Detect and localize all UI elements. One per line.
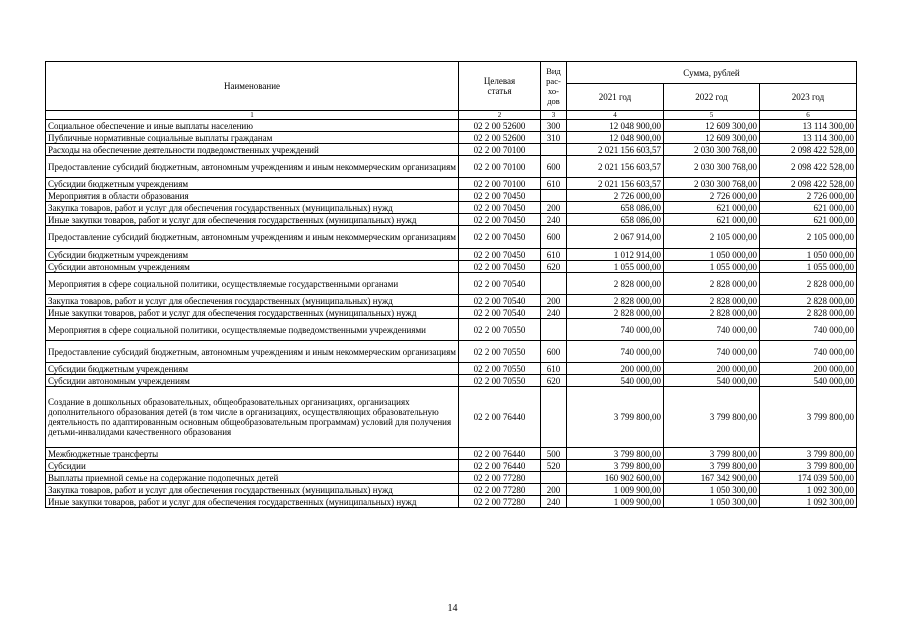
- row-sum-2022: 12 609 300,00: [664, 132, 760, 144]
- row-sum-2023: 2 828 000,00: [760, 307, 857, 319]
- row-name: Субсидии бюджетным учреждениям: [46, 363, 459, 375]
- header-expense-type: Вид рас- хо- дов: [541, 62, 567, 111]
- row-sum-2022: 2 828 000,00: [664, 307, 760, 319]
- column-index: 5: [664, 111, 760, 120]
- table-row: [46, 226, 857, 249]
- row-expense-type: [541, 190, 567, 202]
- row-sum-2022: 3 799 800,00: [664, 387, 760, 448]
- row-name: Мероприятия в сфере социальной политики, осуществляемые подведомственными учреждениями: [46, 319, 459, 341]
- row-sum-2022: 200 000,00: [664, 363, 760, 375]
- row-sum-2023: 740 000,00: [760, 319, 857, 341]
- row-expense-type: 310: [541, 132, 567, 144]
- row-target-code: 02 2 00 70540: [459, 273, 541, 295]
- row-target-code: 02 2 00 70540: [459, 295, 541, 307]
- row-target-code: 02 2 00 70100: [459, 144, 541, 156]
- row-sum-2021: 2 021 156 603,57: [567, 178, 664, 190]
- row-sum-2022: 2 726 000,00: [664, 190, 760, 202]
- row-sum-2022: 3 799 800,00: [664, 448, 760, 460]
- row-target-code: 02 2 00 70450: [459, 226, 541, 249]
- row-sum-2021: 2 021 156 603,57: [567, 156, 664, 178]
- row-sum-2023: 1 055 000,00: [760, 261, 857, 273]
- row-target-code: 02 2 00 76440: [459, 448, 541, 460]
- table-row: [46, 249, 857, 261]
- row-sum-2023: 2 098 422 528,00: [760, 144, 857, 156]
- row-name: Выплаты приемной семье на содержание подопечных детей: [46, 472, 459, 484]
- table-row: [46, 496, 857, 508]
- header-name: Наименование: [46, 62, 459, 111]
- row-sum-2023: 1 050 000,00: [760, 249, 857, 261]
- row-name: Предоставление субсидий бюджетным, автономным учреждениям и иным некоммерческим организациям: [46, 226, 459, 249]
- row-name: Социальное обеспечение и иные выплаты населению: [46, 120, 459, 132]
- row-target-code: 02 2 00 70550: [459, 375, 541, 387]
- row-sum-2021: 540 000,00: [567, 375, 664, 387]
- row-sum-2021: 1 055 000,00: [567, 261, 664, 273]
- page-number: 14: [447, 603, 458, 614]
- row-expense-type: 620: [541, 261, 567, 273]
- row-expense-type: 300: [541, 120, 567, 132]
- row-sum-2023: 1 092 300,00: [760, 484, 857, 496]
- table-row: [46, 156, 857, 178]
- row-sum-2021: 200 000,00: [567, 363, 664, 375]
- header-target: Целевая статья: [459, 62, 541, 111]
- header-year-2023: 2023 год: [760, 84, 857, 111]
- row-expense-type: 500: [541, 448, 567, 460]
- row-sum-2023: 2 828 000,00: [760, 295, 857, 307]
- row-name: Закупка товаров, работ и услуг для обеспечения государственных (муниципальных) нужд: [46, 295, 459, 307]
- row-target-code: 02 2 00 70550: [459, 363, 541, 375]
- row-sum-2023: 13 114 300,00: [760, 132, 857, 144]
- header-year-2022: 2022 год: [664, 84, 760, 111]
- row-target-code: 02 2 00 70450: [459, 249, 541, 261]
- row-sum-2023: 2 098 422 528,00: [760, 156, 857, 178]
- row-target-code: 02 2 00 70540: [459, 307, 541, 319]
- row-name: Закупка товаров, работ и услуг для обеспечения государственных (муниципальных) нужд: [46, 484, 459, 496]
- row-sum-2022: 2 030 300 768,00: [664, 156, 760, 178]
- row-name: Мероприятия в области образования: [46, 190, 459, 202]
- row-sum-2022: 621 000,00: [664, 202, 760, 214]
- row-name: Создание в дошкольных образовательных, общеобразовательных организациях, организациях дополнительного образования детей (в том числе в организациях, осуществляющих образовательную деятельность по адаптированным основным общеобразовательным программам) условий для получения детьми-инвалидами качественного образования: [46, 387, 459, 448]
- table-row: [46, 375, 857, 387]
- row-expense-type: 600: [541, 156, 567, 178]
- table-row: [46, 448, 857, 460]
- row-name: Публичные нормативные социальные выплаты гражданам: [46, 132, 459, 144]
- row-sum-2021: 3 799 800,00: [567, 448, 664, 460]
- column-index: 1: [46, 111, 459, 120]
- row-sum-2022: 1 050 300,00: [664, 496, 760, 508]
- header-sum: Сумма, рублей: [567, 62, 857, 84]
- row-sum-2021: 2 021 156 603,57: [567, 144, 664, 156]
- table-row: [46, 387, 857, 448]
- row-sum-2022: 1 055 000,00: [664, 261, 760, 273]
- row-target-code: 02 2 00 76440: [459, 387, 541, 448]
- row-sum-2023: 621 000,00: [760, 214, 857, 226]
- row-name: Субсидии: [46, 460, 459, 472]
- row-sum-2021: 2 828 000,00: [567, 295, 664, 307]
- table-row: [46, 261, 857, 273]
- table-row: [46, 307, 857, 319]
- row-sum-2021: 1 009 900,00: [567, 484, 664, 496]
- row-sum-2022: 12 609 300,00: [664, 120, 760, 132]
- row-name: Расходы на обеспечение деятельности подведомственных учреждений: [46, 144, 459, 156]
- row-sum-2022: 1 050 300,00: [664, 484, 760, 496]
- row-sum-2021: 3 799 800,00: [567, 460, 664, 472]
- row-expense-type: 200: [541, 295, 567, 307]
- row-name: Иные закупки товаров, работ и услуг для обеспечения государственных (муниципальных) нужд: [46, 214, 459, 226]
- row-expense-type: 620: [541, 375, 567, 387]
- row-name: Мероприятия в сфере социальной политики, осуществляемые государственными органами: [46, 273, 459, 295]
- table-row: [46, 214, 857, 226]
- row-name: Закупка товаров, работ и услуг для обеспечения государственных (муниципальных) нужд: [46, 202, 459, 214]
- row-sum-2022: 2 828 000,00: [664, 295, 760, 307]
- row-name: Межбюджетные трансферты: [46, 448, 459, 460]
- row-sum-2021: 2 067 914,00: [567, 226, 664, 249]
- table-row: [46, 341, 857, 363]
- row-sum-2023: 200 000,00: [760, 363, 857, 375]
- row-sum-2021: 740 000,00: [567, 319, 664, 341]
- row-sum-2023: 3 799 800,00: [760, 387, 857, 448]
- row-name: Субсидии бюджетным учреждениям: [46, 178, 459, 190]
- row-expense-type: 240: [541, 214, 567, 226]
- row-sum-2022: 740 000,00: [664, 341, 760, 363]
- row-sum-2021: 1 009 900,00: [567, 496, 664, 508]
- row-target-code: 02 2 00 76440: [459, 460, 541, 472]
- row-sum-2023: 621 000,00: [760, 202, 857, 214]
- row-sum-2021: 658 086,00: [567, 214, 664, 226]
- table-row: [46, 132, 857, 144]
- row-sum-2021: 3 799 800,00: [567, 387, 664, 448]
- table-row: [46, 202, 857, 214]
- row-target-code: 02 2 00 77280: [459, 472, 541, 484]
- row-target-code: 02 2 00 70450: [459, 261, 541, 273]
- row-sum-2021: 12 048 900,00: [567, 120, 664, 132]
- row-sum-2021: 1 012 914,00: [567, 249, 664, 261]
- row-sum-2021: 658 086,00: [567, 202, 664, 214]
- row-name: Субсидии автономным учреждениям: [46, 375, 459, 387]
- row-sum-2023: 1 092 300,00: [760, 496, 857, 508]
- row-sum-2023: 2 098 422 528,00: [760, 178, 857, 190]
- header-year-2021: 2021 год: [567, 84, 664, 111]
- row-expense-type: [541, 144, 567, 156]
- row-name: Предоставление субсидий бюджетным, автономным учреждениям и иным некоммерческим организациям: [46, 341, 459, 363]
- row-expense-type: 200: [541, 202, 567, 214]
- row-sum-2022: 2 828 000,00: [664, 273, 760, 295]
- row-expense-type: [541, 387, 567, 448]
- table-row: [46, 472, 857, 484]
- table-row: [46, 178, 857, 190]
- row-expense-type: 610: [541, 178, 567, 190]
- row-name: Субсидии автономным учреждениям: [46, 261, 459, 273]
- row-target-code: 02 2 00 77280: [459, 484, 541, 496]
- row-expense-type: [541, 273, 567, 295]
- row-expense-type: 610: [541, 363, 567, 375]
- row-name: Субсидии бюджетным учреждениям: [46, 249, 459, 261]
- row-sum-2021: 2 828 000,00: [567, 307, 664, 319]
- table-row: [46, 295, 857, 307]
- row-sum-2023: 2 726 000,00: [760, 190, 857, 202]
- row-sum-2023: 2 828 000,00: [760, 273, 857, 295]
- row-target-code: 02 2 00 70450: [459, 202, 541, 214]
- table-row: [46, 363, 857, 375]
- column-index: 2: [459, 111, 541, 120]
- row-name: Предоставление субсидий бюджетным, автономным учреждениям и иным некоммерческим организациям: [46, 156, 459, 178]
- column-index: 3: [541, 111, 567, 120]
- row-target-code: 02 2 00 77280: [459, 496, 541, 508]
- row-target-code: 02 2 00 52600: [459, 120, 541, 132]
- row-sum-2023: 174 039 500,00: [760, 472, 857, 484]
- row-target-code: 02 2 00 70450: [459, 214, 541, 226]
- row-sum-2022: 1 050 000,00: [664, 249, 760, 261]
- row-target-code: 02 2 00 70550: [459, 341, 541, 363]
- row-sum-2023: 740 000,00: [760, 341, 857, 363]
- row-expense-type: 200: [541, 484, 567, 496]
- row-target-code: 02 2 00 70550: [459, 319, 541, 341]
- row-target-code: 02 2 00 70100: [459, 156, 541, 178]
- row-expense-type: 520: [541, 460, 567, 472]
- row-expense-type: 610: [541, 249, 567, 261]
- table-row: [46, 190, 857, 202]
- table-row: [46, 319, 857, 341]
- column-index: 4: [567, 111, 664, 120]
- row-sum-2022: 2 030 300 768,00: [664, 178, 760, 190]
- row-sum-2021: 740 000,00: [567, 341, 664, 363]
- row-expense-type: [541, 319, 567, 341]
- row-sum-2022: 2 105 000,00: [664, 226, 760, 249]
- table-body: [46, 120, 857, 508]
- row-expense-type: 600: [541, 226, 567, 249]
- row-sum-2022: 2 030 300 768,00: [664, 144, 760, 156]
- row-name: Иные закупки товаров, работ и услуг для обеспечения государственных (муниципальных) нужд: [46, 496, 459, 508]
- row-sum-2022: 167 342 900,00: [664, 472, 760, 484]
- row-sum-2023: 2 105 000,00: [760, 226, 857, 249]
- table-row: [46, 484, 857, 496]
- row-target-code: 02 2 00 70100: [459, 178, 541, 190]
- table-row: [46, 460, 857, 472]
- row-sum-2022: 621 000,00: [664, 214, 760, 226]
- table-row: [46, 144, 857, 156]
- row-sum-2021: 2 726 000,00: [567, 190, 664, 202]
- row-sum-2022: 740 000,00: [664, 319, 760, 341]
- row-expense-type: 240: [541, 496, 567, 508]
- table-row: [46, 120, 857, 132]
- row-expense-type: 600: [541, 341, 567, 363]
- row-sum-2023: 13 114 300,00: [760, 120, 857, 132]
- row-sum-2022: 3 799 800,00: [664, 460, 760, 472]
- row-name: Иные закупки товаров, работ и услуг для обеспечения государственных (муниципальных) нужд: [46, 307, 459, 319]
- row-expense-type: [541, 472, 567, 484]
- row-sum-2021: 12 048 900,00: [567, 132, 664, 144]
- row-sum-2021: 160 902 600,00: [567, 472, 664, 484]
- row-sum-2022: 540 000,00: [664, 375, 760, 387]
- row-sum-2021: 2 828 000,00: [567, 273, 664, 295]
- row-sum-2023: 540 000,00: [760, 375, 857, 387]
- row-target-code: 02 2 00 70450: [459, 190, 541, 202]
- row-sum-2023: 3 799 800,00: [760, 460, 857, 472]
- row-sum-2023: 3 799 800,00: [760, 448, 857, 460]
- budget-table: [45, 61, 857, 508]
- row-expense-type: 240: [541, 307, 567, 319]
- column-index: 6: [760, 111, 857, 120]
- table-row: [46, 273, 857, 295]
- row-target-code: 02 2 00 52600: [459, 132, 541, 144]
